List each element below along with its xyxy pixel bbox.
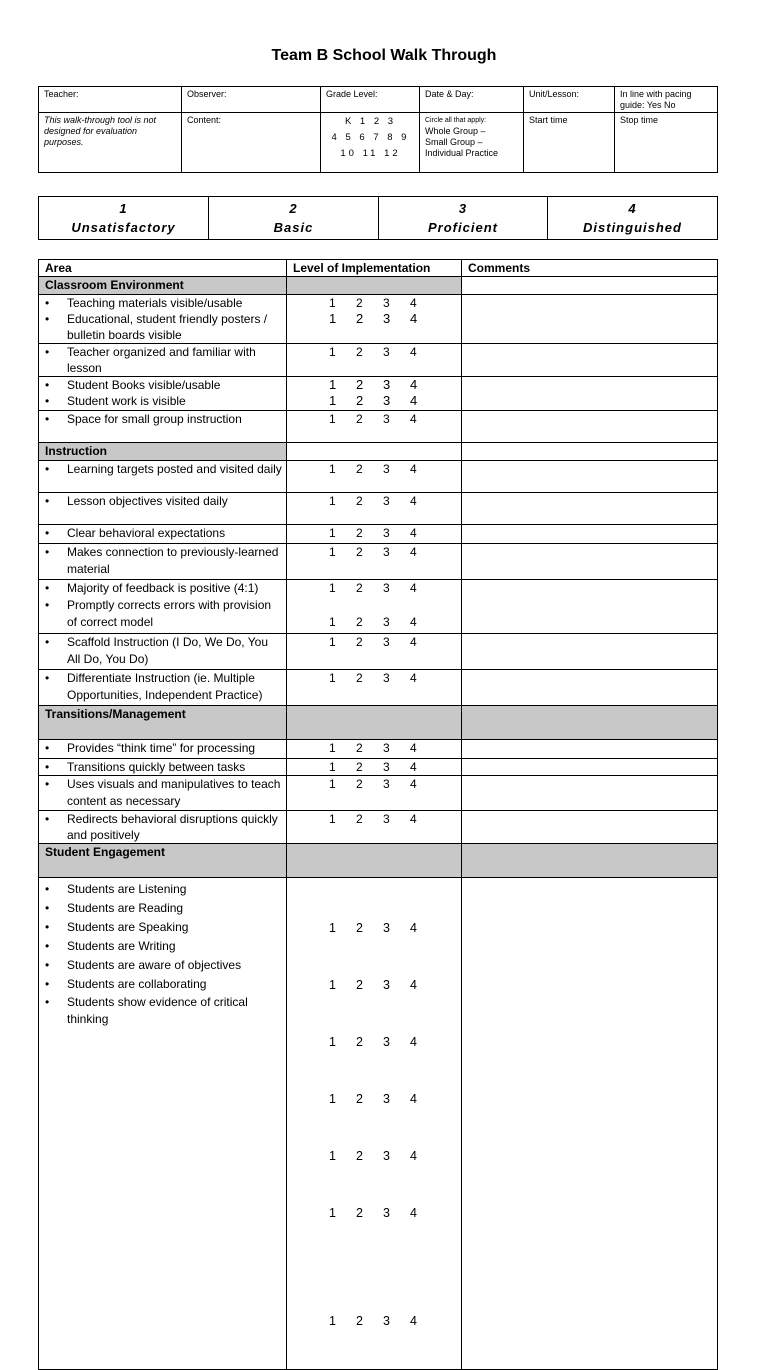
comment-cell[interactable] bbox=[462, 740, 718, 759]
rating-options[interactable]: 1 2 3 4 bbox=[329, 615, 417, 629]
scale-number: 4 bbox=[628, 201, 637, 216]
group-whole[interactable]: Whole Group – bbox=[425, 126, 486, 136]
list-item: • Students show evidence of critical thinking bbox=[45, 994, 282, 1028]
scale-label: Unsatisfactory bbox=[71, 220, 176, 235]
list-item: • Student Books visible/usable bbox=[45, 377, 282, 393]
circle-note: Circle all that apply: bbox=[425, 117, 487, 124]
list-item: • Teaching materials visible/usable bbox=[45, 295, 282, 311]
scale-label: Proficient bbox=[428, 220, 498, 235]
list-item: • Promptly corrects errors with provision of correct model bbox=[45, 597, 282, 631]
section-classroom-environment: Classroom Environment bbox=[39, 277, 287, 295]
scale-proficient bbox=[379, 197, 548, 240]
disclaimer-text: This walk-through tool is not designed for evaluation purposes. bbox=[39, 113, 182, 173]
pacing-guide-field[interactable]: In line with pacing guide: Yes No bbox=[615, 87, 718, 113]
scale-unsatisfactory bbox=[39, 197, 209, 240]
comment-cell[interactable] bbox=[462, 811, 718, 844]
col-header-area: Area bbox=[39, 260, 287, 277]
rating-options[interactable]: 1 2 3 4 bbox=[329, 412, 417, 426]
rating-options[interactable]: 1 2 3 4 bbox=[329, 812, 417, 826]
start-time-field[interactable]: Start time bbox=[524, 113, 615, 173]
comment-cell[interactable] bbox=[462, 878, 718, 1370]
list-item: • Scaffold Instruction (I Do, We Do, You All Do, You Do) bbox=[45, 634, 282, 668]
rating-options[interactable]: 1 2 3 4 bbox=[329, 1035, 417, 1049]
unit-lesson-field[interactable]: Unit/Lesson: bbox=[524, 87, 615, 113]
comment-cell[interactable] bbox=[462, 670, 718, 706]
comment-cell[interactable] bbox=[462, 580, 718, 634]
comment-cell[interactable] bbox=[462, 295, 718, 344]
section-instruction: Instruction bbox=[39, 443, 287, 461]
comment-cell[interactable] bbox=[462, 493, 718, 525]
rating-options[interactable]: 1 2 3 4 bbox=[329, 345, 417, 359]
list-item: • Student work is visible bbox=[45, 393, 282, 409]
grouping-field[interactable] bbox=[420, 113, 524, 173]
list-item: • Differentiate Instruction (ie. Multiple Opportunities, Independent Practice) bbox=[45, 670, 282, 704]
walkthrough-checklist bbox=[38, 259, 718, 1370]
col-header-comments: Comments bbox=[462, 260, 718, 277]
scale-number: 1 bbox=[119, 201, 128, 216]
rating-options[interactable]: 1 2 3 4 bbox=[329, 760, 417, 774]
comment-cell[interactable] bbox=[462, 776, 718, 811]
comment-cell[interactable] bbox=[462, 759, 718, 776]
list-item: • Students are Speaking bbox=[45, 918, 282, 937]
list-item: • Redirects behavioral disruptions quickly and positively bbox=[45, 811, 282, 843]
rating-options[interactable]: 1 2 3 4 bbox=[329, 296, 417, 310]
comment-cell[interactable] bbox=[462, 411, 718, 443]
comment-cell[interactable] bbox=[462, 525, 718, 544]
stop-time-field[interactable]: Stop time bbox=[615, 113, 718, 173]
grade-level-field[interactable]: Grade Level: bbox=[321, 87, 420, 113]
date-day-field[interactable]: Date & Day: bbox=[420, 87, 524, 113]
list-item: • Makes connection to previously-learned material bbox=[45, 544, 282, 578]
group-individual[interactable]: Individual Practice bbox=[425, 148, 499, 158]
list-item: • Uses visuals and manipulatives to teach content as necessary bbox=[45, 776, 282, 810]
scale-number: 2 bbox=[289, 201, 298, 216]
list-item: • Students are Listening bbox=[45, 880, 282, 899]
scale-basic bbox=[209, 197, 379, 240]
list-item: • Clear behavioral expectations bbox=[45, 525, 282, 541]
comment-cell[interactable] bbox=[462, 344, 718, 377]
section-student-engagement: Student Engagement bbox=[39, 844, 287, 878]
list-item: • Space for small group instruction bbox=[45, 411, 282, 427]
rating-options[interactable]: 1 2 3 4 bbox=[329, 377, 418, 392]
rating-options[interactable]: 1 2 3 4 bbox=[329, 1206, 417, 1220]
grade-row-high[interactable]: 10 11 12 bbox=[340, 148, 401, 159]
list-item: • Students are Writing bbox=[45, 937, 282, 956]
list-item: • Majority of feedback is positive (4:1) bbox=[45, 580, 282, 597]
comment-cell[interactable] bbox=[462, 461, 718, 493]
comment-cell[interactable] bbox=[462, 544, 718, 580]
list-item: • Students are Reading bbox=[45, 899, 282, 918]
rating-options[interactable]: 1 2 3 4 bbox=[329, 777, 417, 791]
rating-options[interactable]: 1 2 3 4 bbox=[329, 311, 418, 326]
list-item: • Students are aware of objectives bbox=[45, 956, 282, 975]
section-transitions-management: Transitions/Management bbox=[39, 706, 287, 740]
rating-options[interactable]: 1 2 3 4 bbox=[329, 462, 417, 476]
rating-options[interactable]: 1 2 3 4 bbox=[329, 1092, 417, 1106]
rating-options[interactable]: 1 2 3 4 bbox=[329, 1149, 417, 1163]
rating-options[interactable]: 1 2 3 4 bbox=[329, 671, 417, 685]
scale-label: Basic bbox=[273, 220, 314, 235]
list-item: • Students are collaborating bbox=[45, 975, 282, 994]
content-field[interactable]: Content: bbox=[182, 113, 321, 173]
rating-options[interactable]: 1 2 3 4 bbox=[329, 635, 417, 649]
rating-options[interactable]: 1 2 3 4 bbox=[329, 494, 417, 508]
grade-row-primary[interactable]: K 1 2 3 bbox=[344, 116, 397, 127]
observer-field[interactable]: Observer: bbox=[182, 87, 321, 113]
rating-options[interactable]: 1 2 3 4 bbox=[329, 581, 417, 595]
teacher-field[interactable]: Teacher: bbox=[39, 87, 182, 113]
list-item: • Provides “think time” for processing bbox=[45, 740, 282, 756]
rating-options[interactable]: 1 2 3 4 bbox=[329, 526, 417, 540]
group-small[interactable]: Small Group – bbox=[425, 137, 483, 147]
rating-options[interactable]: 1 2 3 4 bbox=[329, 393, 418, 408]
rating-options[interactable]: 1 2 3 4 bbox=[329, 978, 417, 992]
comment-cell[interactable] bbox=[462, 377, 718, 411]
scale-distinguished bbox=[548, 197, 718, 240]
page-title: Team B School Walk Through bbox=[271, 47, 497, 64]
list-item: • Lesson objectives visited daily bbox=[45, 493, 282, 509]
rating-options[interactable]: 1 2 3 4 bbox=[329, 545, 417, 559]
comment-cell[interactable] bbox=[462, 634, 718, 670]
rating-options[interactable]: 1 2 3 4 bbox=[329, 1314, 417, 1328]
grade-options[interactable] bbox=[321, 113, 420, 173]
rating-options[interactable]: 1 2 3 4 bbox=[329, 741, 417, 755]
list-item: • Teacher organized and familiar with lesson bbox=[45, 344, 282, 376]
list-item: • Transitions quickly between tasks bbox=[45, 759, 282, 775]
rating-scale bbox=[38, 196, 718, 240]
list-item: • Educational, student friendly posters / bulletin boards visible bbox=[45, 311, 282, 343]
rating-options[interactable]: 1 2 3 4 bbox=[329, 921, 417, 935]
observation-info-table bbox=[38, 86, 718, 173]
col-header-level: Level of Implementation bbox=[287, 260, 462, 277]
scale-number: 3 bbox=[458, 201, 468, 216]
list-item: • Learning targets posted and visited daily bbox=[45, 461, 282, 477]
scale-label: Distinguished bbox=[583, 220, 682, 235]
grade-row-middle[interactable]: 4 5 6 7 8 9 bbox=[331, 132, 410, 143]
